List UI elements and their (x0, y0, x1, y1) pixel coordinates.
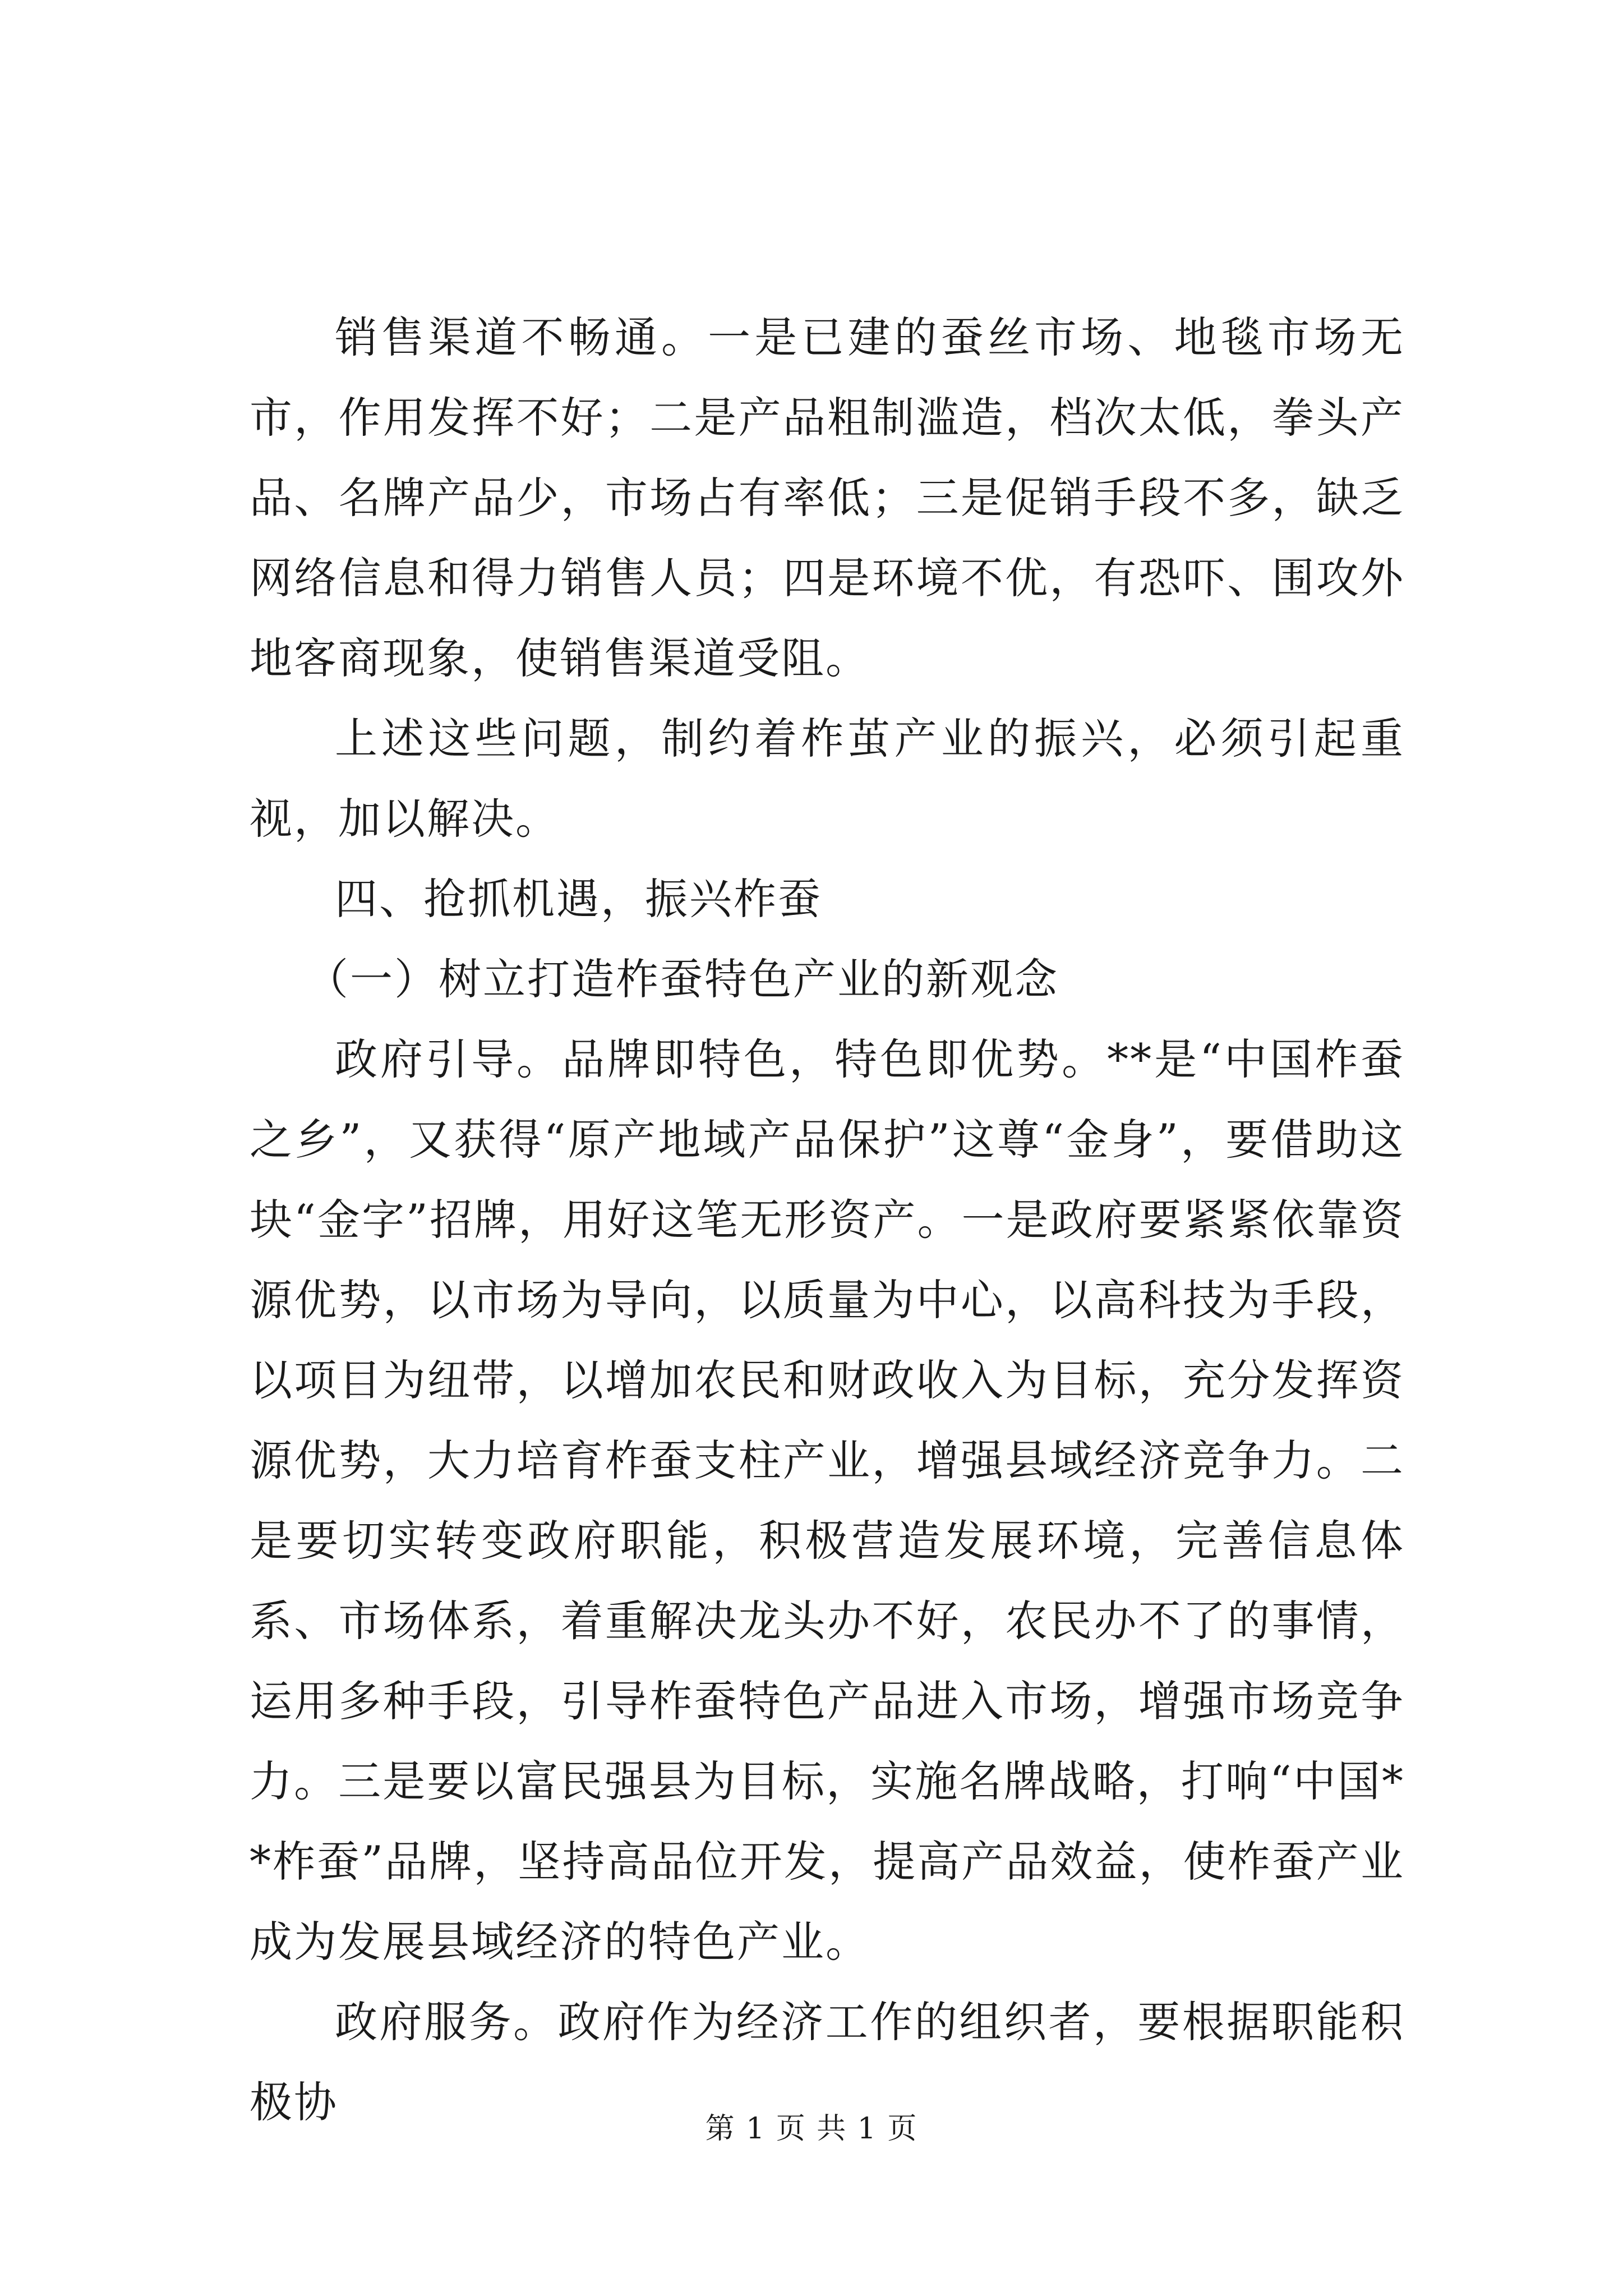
paragraph-sales-channels: 销售渠道不畅通。一是已建的蚕丝市场、地毯市场无市，作用发挥不好；二是产品粗制滥造，档次太低，拳头产品、名牌产品少，市场占有率低；三是促销手段不多，缺乏网络信息和得力销售人员；四是环境不优，有恐吓、围攻外地客商现象，使销售渠道受阻。 (250, 312, 1405, 683)
subsection-heading: （一）树立打造柞蚕特色产业的新观念 (306, 954, 1059, 1004)
document-body (250, 297, 1405, 2142)
paragraph-government-service: 政府服务。政府作为经济工作的组织者，要根据职能积极协 (250, 1997, 1405, 2127)
paragraph-problems-summary: 上述这些问题，制约着柞茧产业的振兴，必须引起重视，加以解决。 (250, 714, 1405, 844)
section-heading: 四、抢抓机遇，振兴柞蚕 (335, 874, 822, 924)
page-number-footer: 第 1 页 共 1 页 (705, 2112, 918, 2146)
paragraph-government-guidance: 政府引导。品牌即特色，特色即优势。**是“中国柞蚕之乡”，又获得“原产地域产品保护”这尊“金身”，要借助这块“金字”招牌，用好这笔无形资产。一是政府要紧紧依靠资源优势，以市场为导向，以质量为中心，以高科技为手段，以项目为纽带，以增加农民和财政收入为目标，充分发挥资源优势，大力培育柞蚕支柱产业，增强县域经济竞争力。二是要切实转变政府职能，积极营造发展环境，完善信息体系、市场体系，着重解决龙头办不好，农民办不了的事情，运用多种手段，引导柞蚕特色产品进入市场，增强市场竞争力。三是要以富民强县为目标，实施名牌战略，打响“中国**柞蚕”品牌，坚持高品位开发，提高产品效益，使柞蚕产业成为发展县域经济的特色产业。 (250, 1034, 1405, 1967)
